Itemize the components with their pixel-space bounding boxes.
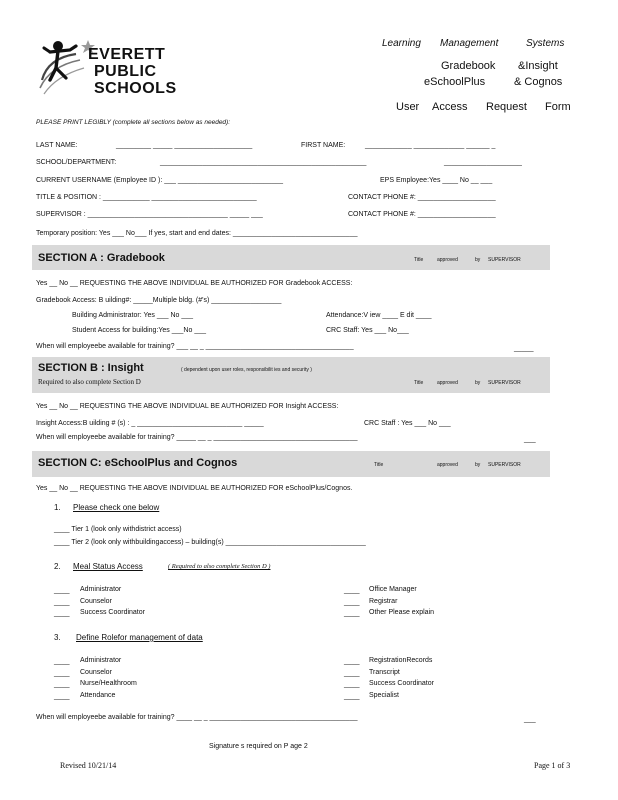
meal-option-administrator[interactable]: Administrator	[80, 586, 122, 593]
building-admin-field[interactable]: Building Administrator: Yes ___ No ___	[72, 312, 194, 319]
contact-phone-field-2[interactable]: CONTACT PHONE #: ____________________	[348, 211, 496, 218]
meal-option-other[interactable]: Other Please explain	[369, 609, 434, 616]
current-username-field[interactable]: CURRENT USERNAME (Employee ID ): ___ ___________________________	[36, 177, 283, 184]
supervisor-field[interactable]: SUPERVISOR : ____________________________________ _____ ___	[36, 211, 263, 218]
step-1-number: 1.	[54, 503, 61, 512]
meal-option-registrar[interactable]: Registrar	[369, 598, 398, 605]
logo-line-1: EVERETT	[88, 46, 166, 63]
section-c-title: SECTION C: eSchoolPlus and Cognos	[38, 457, 238, 469]
section-c-training-end[interactable]: ___	[524, 716, 536, 723]
page-number: Page 1 of 3	[534, 761, 571, 770]
attendance-field[interactable]: Attendance:V iew ____ E dit ____	[326, 312, 432, 319]
role-option-blank-8[interactable]: ____	[344, 693, 360, 700]
school-dept-field[interactable]: _____________________________________________________	[160, 159, 367, 166]
tier-2-option[interactable]: ____ Tier 2 (look only withbuildingaccess) – building(s) ____________________________________	[54, 539, 366, 546]
insight-access-field[interactable]: Insight Access:B uilding # (s) : _ ___________________________ _____	[36, 420, 264, 427]
eps-employee-field[interactable]: EPS Employee:Yes ____ No __ ___	[380, 177, 493, 184]
meal-option-success-coordinator[interactable]: Success Coordinator	[80, 609, 145, 616]
meal-option-blank-4[interactable]: ____	[344, 587, 360, 594]
section-b-note-by: by	[475, 380, 481, 386]
last-name-label: LAST NAME:	[36, 142, 78, 149]
section-a-note-approved: approved	[437, 257, 458, 263]
student-access-field[interactable]: Student Access for building:Yes ___No ___	[72, 327, 207, 334]
role-option-blank-6[interactable]: ____	[344, 670, 360, 677]
role-option-attendance[interactable]: Attendance	[80, 692, 116, 699]
school-dept-label: SCHOOL/DEPARTMENT:	[36, 159, 117, 166]
role-option-blank-3[interactable]: ____	[54, 681, 70, 688]
logo	[36, 36, 186, 102]
section-a-request-line[interactable]: Yes __ No __ REQUESTING THE ABOVE INDIVIDUAL BE AUTHORIZED FOR Gradebook ACCESS:	[36, 280, 353, 287]
section-c-request-line[interactable]: Yes __ No __ REQUESTING THE ABOVE INDIVIDUAL BE AUTHORIZED FOR eSchoolPlus/Cognos.	[36, 485, 353, 492]
section-b-note-approved: approved	[437, 380, 458, 386]
form-title-1: User	[396, 101, 420, 113]
role-option-blank-7[interactable]: ____	[344, 681, 360, 688]
role-option-registration-records[interactable]: RegistrationRecords	[369, 657, 433, 664]
section-b-required-note: Required to also complete Section D	[38, 378, 141, 386]
role-option-counselor[interactable]: Counselor	[80, 669, 112, 676]
header-lms-2: Management	[440, 38, 499, 49]
step-1-heading: Please check one below	[73, 503, 160, 512]
section-b-note: ( dependent upon user roles, responsibilit ies and security )	[181, 367, 312, 373]
section-b-note-supervisor: SUPERVISOR	[488, 380, 521, 386]
form-title-3: Request	[486, 101, 527, 113]
crc-staff-field-b[interactable]: CRC Staff : Yes ___ No ___	[364, 420, 451, 427]
signature-note: Signature s required on P age 2	[209, 743, 308, 750]
role-option-administrator[interactable]: Administrator	[80, 657, 122, 664]
section-a-note-title: Title	[414, 257, 424, 263]
header-lms-3: Systems	[526, 38, 565, 49]
section-a-training-end[interactable]: _____	[514, 345, 534, 352]
tier-1-option[interactable]: ____ Tier 1 (look only withdistrict access)	[54, 526, 182, 533]
revised-date: Revised 10/21/14	[60, 761, 117, 770]
section-b-request-line[interactable]: Yes __ No __ REQUESTING THE ABOVE INDIVIDUAL BE AUTHORIZED FOR Insight ACCESS:	[36, 403, 339, 410]
section-a-note-supervisor: SUPERVISOR	[488, 257, 521, 263]
last-name-field[interactable]: _________ _____ ____________________	[116, 142, 253, 149]
role-option-transcript[interactable]: Transcript	[369, 669, 400, 676]
form-title-2: Access	[432, 101, 468, 113]
header-lms-1: Learning	[382, 38, 421, 49]
section-c-note-title: Title	[374, 462, 384, 468]
print-note: PLEASE PRINT LEGIBLY (complete all sections below as needed):	[36, 119, 231, 126]
header-gradebook: Gradebook	[441, 60, 496, 72]
role-option-nurse[interactable]: Nurse/Healthroom	[80, 680, 137, 687]
step-2-number: 2.	[54, 562, 61, 571]
step-2-required-note: ( Required to also complete Section D )	[168, 563, 271, 570]
section-c-training-field[interactable]: When will employeebe available for training? ____ __ _ ______________________________________	[36, 714, 358, 721]
title-position-field[interactable]: TITLE & POSITION : ____________ ___________________________	[36, 194, 257, 201]
meal-option-blank-5[interactable]: ____	[344, 599, 360, 606]
role-option-blank-5[interactable]: ____	[344, 658, 360, 665]
section-c-note-supervisor: SUPERVISOR	[488, 462, 521, 468]
meal-option-blank-6[interactable]: ____	[344, 610, 360, 617]
meal-option-blank-2[interactable]: ____	[54, 599, 70, 606]
role-option-blank-4[interactable]: ____	[54, 693, 70, 700]
logo-line-2: PUBLIC	[94, 63, 157, 80]
form-title-4: Form	[545, 101, 571, 113]
crc-staff-field-a[interactable]: CRC Staff: Yes ___ No___	[326, 327, 409, 334]
step-2-heading: Meal Status Access	[73, 562, 143, 571]
section-b-note-title: Title	[414, 380, 424, 386]
role-option-success-coordinator[interactable]: Success Coordinator	[369, 680, 434, 687]
section-c-note-approved: approved	[437, 462, 458, 468]
meal-option-blank-3[interactable]: ____	[54, 610, 70, 617]
section-b-training-field[interactable]: When will employeebe available for training? _____ __ _ _____________________________________	[36, 434, 358, 441]
first-name-field[interactable]: ____________ _____________ ______ _	[365, 142, 496, 149]
gradebook-access-field[interactable]: Gradebook Access: B uilding#: _____Multiple bldg. (#'s) __________________	[36, 297, 282, 304]
first-name-label: FIRST NAME:	[301, 142, 346, 149]
logo-line-3: SCHOOLS	[94, 80, 177, 97]
section-a-training-field[interactable]: When will employeebe available for training? ___ __ _ ______________________________________	[36, 343, 354, 350]
meal-option-counselor[interactable]: Counselor	[80, 598, 112, 605]
section-a-title: SECTION A : Gradebook	[38, 252, 165, 264]
school-dept-field-2[interactable]: ____________________	[444, 159, 522, 166]
header-and-insight: &Insight	[518, 60, 558, 72]
section-c-note-by: by	[475, 462, 481, 468]
section-b-title: SECTION B : Insight	[38, 362, 144, 374]
role-option-specialist[interactable]: Specialist	[369, 692, 399, 699]
section-b-training-end[interactable]: ___	[524, 436, 536, 443]
header-cognos: & Cognos	[514, 76, 563, 88]
section-a-note-by: by	[475, 257, 481, 263]
meal-option-office-manager[interactable]: Office Manager	[369, 586, 417, 593]
step-3-number: 3.	[54, 633, 61, 642]
contact-phone-field-1[interactable]: CONTACT PHONE #: ____________________	[348, 194, 496, 201]
role-option-blank-2[interactable]: ____	[54, 670, 70, 677]
header-esp: eSchoolPlus	[424, 76, 486, 88]
meal-option-blank-1[interactable]: ____	[54, 587, 70, 594]
step-3-heading: Define Rolefor management of data	[76, 633, 203, 642]
temporary-position-field[interactable]: Temporary position: Yes ___ No___ If yes, start and end dates: ________________________________	[36, 230, 358, 237]
role-option-blank-1[interactable]: ____	[54, 658, 70, 665]
